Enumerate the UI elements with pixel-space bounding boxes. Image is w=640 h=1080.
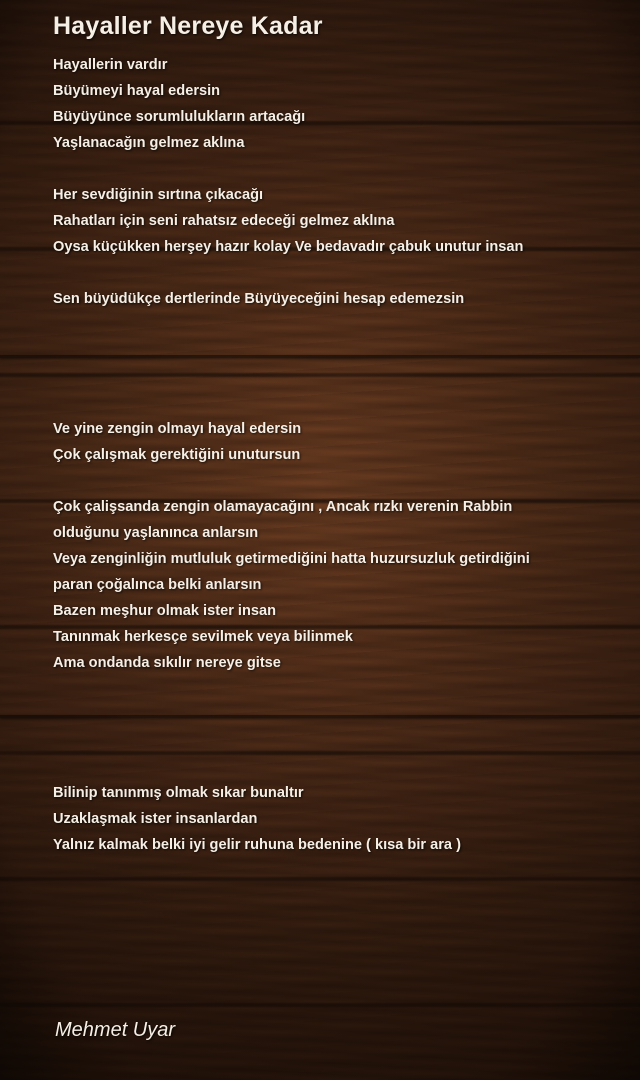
- poem-title: Hayaller Nereye Kadar: [53, 12, 323, 40]
- poem-line: Yalnız kalmak belki iyi gelir ruhuna bedenine ( kısa bir ara ): [53, 837, 461, 853]
- poem-line: Tanınmak herkesçe sevilmek veya bilinmek: [53, 629, 353, 645]
- poem-line: Büyümeyi hayal edersin: [53, 83, 221, 99]
- poem-line: Ama ondanda sıkılır nereye gitse: [53, 655, 281, 671]
- poem-line: Bazen meşhur olmak ister insan: [53, 603, 277, 619]
- stanza-gap: [53, 676, 613, 702]
- poem-line: Sen büyüdükçe dertlerinde Büyüyeceğini hesap edemezsin: [53, 291, 465, 307]
- poem-line: paran çoğalınca belki anlarsın: [53, 577, 262, 593]
- poem-line: Rahatları için seni rahatsız edeceği gelmez aklına: [53, 213, 395, 229]
- poem-line: Ve yine zengin olmayı hayal edersin: [53, 421, 302, 437]
- poem-line: olduğunu yaşlanınca anlarsın: [53, 525, 259, 541]
- stanza-gap: [53, 728, 613, 754]
- poem-line: Çok çalışmak gerektiğini unutursun: [53, 447, 301, 463]
- stanza-gap: [53, 312, 613, 338]
- poem-line: Uzaklaşmak ister insanlardan: [53, 811, 258, 827]
- stanza-gap: [53, 754, 613, 780]
- poem-line: Veya zenginliğin mutluluk getirmediğini hatta huzursuzluk getirdiğini: [53, 551, 530, 567]
- stanza-gap: [53, 390, 613, 416]
- poem-line: Çok çalişsanda zengin olamayacağını , Ancak rızkı verenin Rabbin: [53, 499, 513, 515]
- stanza-gap: [53, 702, 613, 728]
- poem-line: Büyüyünce sorumlulukların artacağı: [53, 109, 306, 125]
- poem-line: Yaşlanacağın gelmez aklına: [53, 135, 245, 151]
- poem-line: Her sevdiğinin sırtına çıkacağı: [53, 187, 264, 203]
- stanza-gap: [53, 156, 613, 182]
- poem-author: Mehmet Uyar: [55, 1019, 176, 1041]
- stanza-gap: [53, 260, 613, 286]
- stanza-gap: [53, 468, 613, 494]
- poem-body: [53, 52, 613, 858]
- stanza-gap: [53, 364, 613, 390]
- poem-line: Hayallerin vardır: [53, 57, 168, 73]
- poem-line: Bilinip tanınmış olmak sıkar bunaltır: [53, 785, 304, 801]
- poem-line: Oysa küçükken herşey hazır kolay Ve bedavadır çabuk unutur insan: [53, 239, 524, 255]
- stanza-gap: [53, 338, 613, 364]
